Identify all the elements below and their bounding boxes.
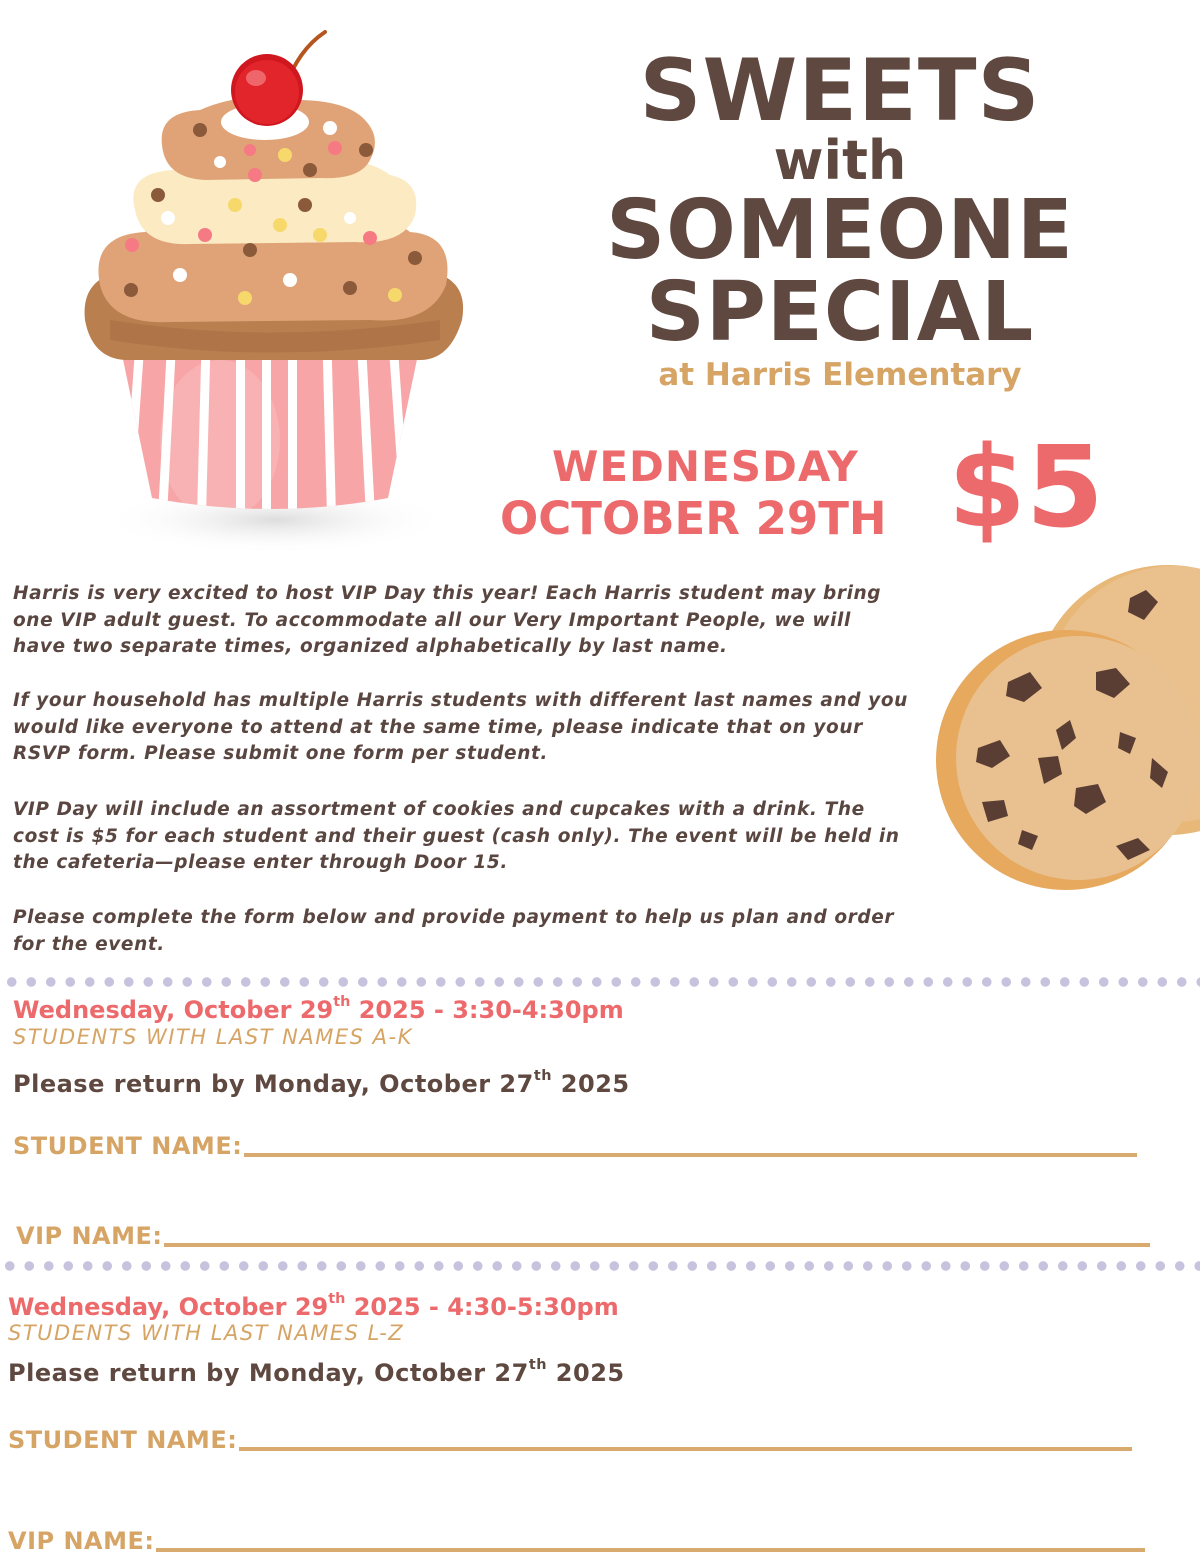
- student-name-label: STUDENT NAME:: [8, 1426, 238, 1454]
- cookies-illustration: [938, 560, 1200, 900]
- cut-line-divider: [2, 976, 1200, 988]
- student-name-blank[interactable]: [244, 1153, 1137, 1157]
- details-paragraph: VIP Day will include an assortment of cookies and cupcakes with a drink. The cost is $5 for each student and their guest (cash only). The event will be held in the cafeteria—please enter through Door 15.: [13, 799, 900, 873]
- cut-line-divider: [0, 1260, 1200, 1272]
- student-name-field[interactable]: [8, 1422, 1132, 1456]
- title-line-special: SPECIAL: [645, 265, 1035, 360]
- title-line-sweets: SWEETS: [639, 41, 1041, 141]
- vip-name-label: VIP NAME:: [8, 1527, 155, 1555]
- vip-name-blank[interactable]: [164, 1243, 1150, 1247]
- vip-name-label: VIP NAME:: [16, 1222, 163, 1250]
- subtitle-school: at Harris Elementary: [658, 357, 1022, 393]
- vip-name-blank[interactable]: [156, 1548, 1145, 1552]
- return-by-notice: Please return by Monday, October 27th 2025: [13, 1068, 630, 1098]
- student-name-blank[interactable]: [239, 1447, 1132, 1451]
- price-label: $5: [948, 423, 1104, 553]
- session-time-heading: Wednesday, October 29th 2025 - 4:30-5:30pm: [8, 1291, 619, 1321]
- vip-name-field[interactable]: [16, 1218, 1150, 1252]
- session-group-label: STUDENTS WITH LAST NAMES A-K: [13, 1025, 413, 1049]
- household-paragraph: If your household has multiple Harris students with different last names and you would like everyone to attend at the same time, please indicate that on your RSVP form. Please submit one form per student.: [13, 690, 908, 764]
- event-day: WEDNESDAY: [552, 442, 859, 491]
- title-line-someone: SOMEONE: [606, 183, 1074, 278]
- student-name-field[interactable]: [13, 1128, 1137, 1162]
- title-line-with: with: [773, 129, 907, 192]
- return-by-notice: Please return by Monday, October 27th 2025: [8, 1357, 625, 1387]
- instructions-paragraph: Please complete the form below and provide payment to help us plan and order for the event.: [13, 907, 895, 955]
- session-group-label: STUDENTS WITH LAST NAMES L-Z: [8, 1321, 405, 1345]
- vip-name-field[interactable]: [8, 1527, 1145, 1557]
- intro-paragraph: Harris is very excited to host VIP Day this year! Each Harris student may bring one VIP adult guest. To accommodate all our Very Important People, we will have two separate times, organized alphabetically by last name.: [13, 583, 882, 657]
- event-date: OCTOBER 29TH: [500, 492, 887, 545]
- cupcake-illustration: [70, 20, 490, 560]
- student-name-label: STUDENT NAME:: [13, 1132, 243, 1160]
- session-time-heading: Wednesday, October 29th 2025 - 3:30-4:30pm: [13, 994, 624, 1024]
